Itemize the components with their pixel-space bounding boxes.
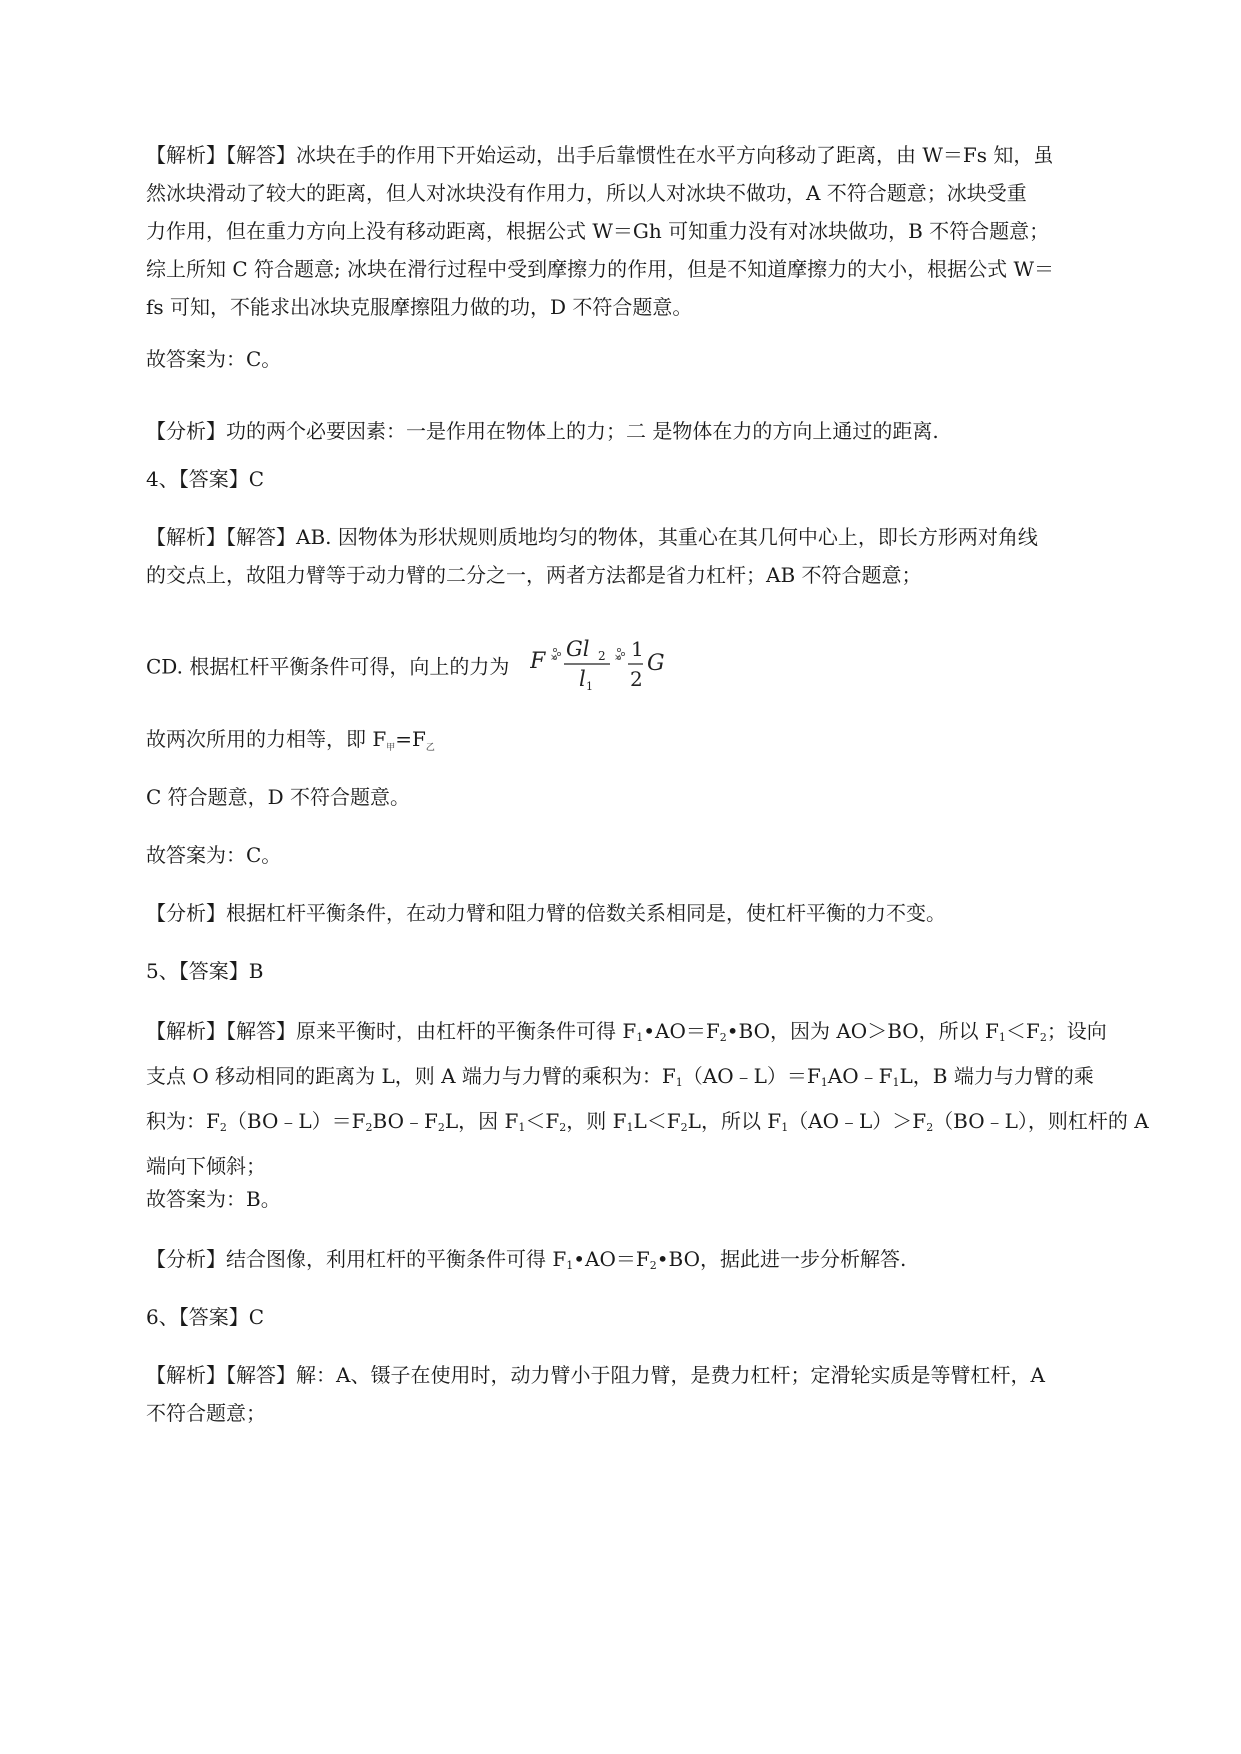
analysis-summary: 【分析】根据杠杆平衡条件，在动力臂和阻力臂的倍数关系相同是，使杠杆平衡的力不变。	[146, 901, 946, 925]
svg-text:1: 1	[585, 680, 593, 693]
text-line: fs 可知，不能求出冰块克服摩擦阻力做的功，D 不符合题意。	[146, 295, 693, 319]
answer-line: 故答案为：B。	[146, 1187, 281, 1211]
paragraph-analysis-3	[146, 136, 1116, 326]
conclusion-line: C 符合题意，D 不符合题意。	[146, 785, 411, 809]
svg-text:×: ×	[613, 653, 622, 663]
paragraph-analysis-4: 【解析】【解答】AB. 因物体为形状规则质地均匀的物体，其重心在其几何中心上，即长方形两对角线 的交点上，故阻力臂等于动力臂的二分之一，两者方法都是省力杠杆；AB 不符合题意；	[146, 525, 1038, 587]
svg-text:1: 1	[630, 637, 644, 661]
question-6-answer: 6、【答案】C	[146, 1305, 265, 1329]
formula-line: CD. 根据杠杆平衡条件可得，向上的力为 F × Gl 2 l 1 × 1 2 G	[146, 636, 1116, 700]
analysis-summary: 【分析】结合图像，利用杠杆的平衡条件可得 $F_1•AO=F_2•BO$，据此进一步分析解答.	[146, 1247, 907, 1272]
svg-text:F: F	[529, 649, 545, 674]
svg-text:Gl: Gl	[565, 637, 590, 661]
paragraph-analysis-5: 【解析】【解答】原来平衡时，由杠杆的平衡条件可得 $F_1•AO=F_2•BO$，因为 AO＞BO，所以 $F_1<F_2$；设向 支点 O 移动相同的距离为 L，则 A 端力与力臂的乘积为：$F_1(AO﹣L)=F_1AO﹣F_1L$，B 端力与力臂的乘 积为：$F_2(BO﹣L)=F_2BO﹣F_2L$，因 $F_1<F_2$，则 $F_1L<F_2L$，所以 $F_1(AO﹣L)>F_2(BO﹣L)$，则杠杆的 A 端向下倾斜；	[146, 1019, 1149, 1178]
text-line: 然冰块滑动了较大的距离，但人对冰块没有作用力，所以人对冰块不做功，A 不符合题意；冰块受重	[146, 181, 1027, 205]
svg-text:2: 2	[629, 667, 643, 691]
question-4-answer: 4、【答案】C	[146, 467, 265, 491]
text-line: 力作用，但在重力方向上没有移动距离，根据公式 W＝Gh 可知重力没有对冰块做功，B 不符合题意；	[146, 219, 1050, 243]
lever-force-formula	[530, 630, 670, 694]
text-line: 【解析】【解答】冰块在手的作用下开始运动，出手后靠惯性在水平方向移动了距离，由 W＝Fs 知，虽	[146, 143, 1054, 167]
answer-line: 故答案为：C。	[146, 347, 282, 371]
paragraph-analysis-6: 【解析】【解答】解：A、镊子在使用时，动力臂小于阻力臂，是费力杠杆；定滑轮实质是等臂杠杆，A 不符合题意；	[146, 1363, 1045, 1425]
answer-line: 故答案为：C。	[146, 843, 282, 867]
text-line: 综上所知 C 符合题意; 冰块在滑行过程中受到摩擦力的作用，但是不知道摩擦力的大小，根据公式 W＝	[146, 257, 1055, 281]
svg-text:G: G	[646, 651, 665, 676]
question-5-answer: 5、【答案】B	[146, 959, 264, 983]
equal-force-line: 故两次所用的力相等，即 $F_甲=F_乙$	[146, 727, 435, 753]
svg-text:l: l	[578, 667, 586, 691]
svg-text:2: 2	[597, 649, 606, 663]
analysis-summary: 【分析】功的两个必要因素：一是作用在物体上的力；二 是物体在力的方向上通过的距离.	[146, 419, 939, 443]
svg-text:×: ×	[549, 653, 558, 663]
